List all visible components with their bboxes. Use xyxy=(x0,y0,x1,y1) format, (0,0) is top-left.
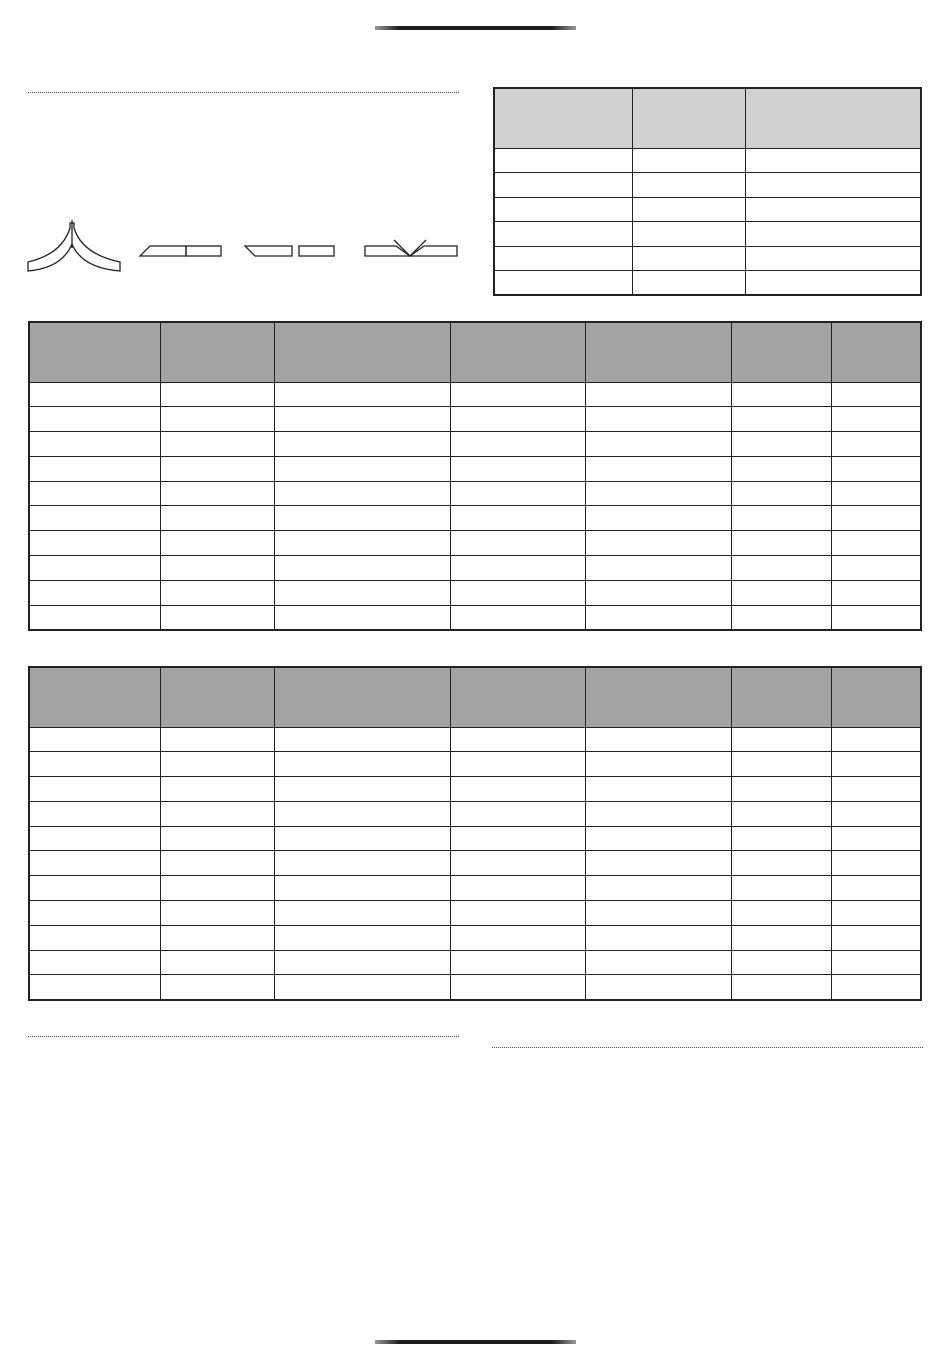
table-row xyxy=(494,148,921,173)
table-cell xyxy=(731,407,831,432)
table-cell xyxy=(29,580,160,605)
table-cell xyxy=(274,975,450,1000)
table-cell xyxy=(494,197,632,222)
table-cell xyxy=(731,727,831,752)
table-cell xyxy=(831,556,921,581)
table-cell xyxy=(274,481,450,506)
table-cell xyxy=(274,826,450,851)
table-cell xyxy=(274,950,450,975)
table-cell xyxy=(274,407,450,432)
table-cell xyxy=(450,801,585,826)
table-cell xyxy=(160,876,274,901)
table-cell xyxy=(831,876,921,901)
column-header xyxy=(585,322,731,382)
table-row xyxy=(29,851,921,876)
section-divider-bottom-right xyxy=(492,1047,923,1048)
table-cell xyxy=(585,407,731,432)
table-row xyxy=(29,901,921,926)
table-cell xyxy=(831,975,921,1000)
table-cell xyxy=(745,173,921,198)
table-cell xyxy=(831,777,921,802)
table-cell xyxy=(585,531,731,556)
table-cell xyxy=(29,950,160,975)
table-cell xyxy=(831,727,921,752)
table-cell xyxy=(29,801,160,826)
table-row xyxy=(29,481,921,506)
table-cell xyxy=(632,271,745,296)
table-cell xyxy=(450,975,585,1000)
table-cell xyxy=(731,851,831,876)
table-cell xyxy=(585,925,731,950)
table-cell xyxy=(274,556,450,581)
table-cell xyxy=(160,382,274,407)
table-row xyxy=(29,727,921,752)
table-cell xyxy=(29,925,160,950)
table-cell xyxy=(274,605,450,630)
table-cell xyxy=(450,752,585,777)
section-divider-bottom-left xyxy=(28,1036,459,1037)
table-cell xyxy=(831,826,921,851)
table-cell xyxy=(731,777,831,802)
reference-table xyxy=(493,87,922,296)
table-cell xyxy=(831,851,921,876)
table-cell xyxy=(450,456,585,481)
table-cell xyxy=(450,556,585,581)
table-cell xyxy=(731,556,831,581)
parameters-table-two xyxy=(28,666,922,1001)
table-cell xyxy=(585,801,731,826)
column-header xyxy=(29,667,160,727)
table-cell xyxy=(450,531,585,556)
table-cell xyxy=(274,580,450,605)
table-cell xyxy=(831,605,921,630)
table-cell xyxy=(585,727,731,752)
table-cell xyxy=(274,851,450,876)
weld-joint-diagrams xyxy=(26,218,466,278)
table-cell xyxy=(274,506,450,531)
table-cell xyxy=(29,727,160,752)
table-cell xyxy=(160,901,274,926)
table-cell xyxy=(831,901,921,926)
table-cell xyxy=(450,382,585,407)
table-cell xyxy=(731,531,831,556)
table-cell xyxy=(29,851,160,876)
column-header xyxy=(274,667,450,727)
table-cell xyxy=(731,481,831,506)
table-cell xyxy=(450,407,585,432)
table-cell xyxy=(29,432,160,457)
table-cell xyxy=(731,876,831,901)
table-cell xyxy=(632,222,745,247)
table-cell xyxy=(160,481,274,506)
table-cell xyxy=(745,271,921,296)
table-row xyxy=(29,975,921,1000)
reference-header-cell xyxy=(494,88,632,148)
table-cell xyxy=(450,876,585,901)
table-cell xyxy=(160,925,274,950)
table-cell xyxy=(632,246,745,271)
reference-header-cell xyxy=(632,88,745,148)
table-cell xyxy=(274,456,450,481)
table-cell xyxy=(831,481,921,506)
table-cell xyxy=(494,271,632,296)
column-header xyxy=(585,667,731,727)
table-row xyxy=(29,752,921,777)
flange-joint-diagram-icon xyxy=(28,220,120,271)
table-row xyxy=(29,950,921,975)
table-cell xyxy=(831,432,921,457)
table-cell xyxy=(632,197,745,222)
table-cell xyxy=(585,432,731,457)
v-groove-joint-diagram-icon xyxy=(365,240,457,256)
table-cell xyxy=(731,975,831,1000)
table-cell xyxy=(585,975,731,1000)
table-row xyxy=(29,876,921,901)
column-header xyxy=(731,322,831,382)
table-cell xyxy=(274,727,450,752)
table-cell xyxy=(450,432,585,457)
table-cell xyxy=(731,456,831,481)
table-cell xyxy=(585,826,731,851)
column-header xyxy=(831,322,921,382)
table-cell xyxy=(160,456,274,481)
table-cell xyxy=(450,950,585,975)
table-row xyxy=(29,826,921,851)
table-cell xyxy=(160,826,274,851)
table-cell xyxy=(831,950,921,975)
table-cell xyxy=(632,148,745,173)
table-cell xyxy=(494,148,632,173)
table-cell xyxy=(450,727,585,752)
table-cell xyxy=(450,901,585,926)
table-row xyxy=(29,925,921,950)
table-cell xyxy=(29,901,160,926)
table-cell xyxy=(274,382,450,407)
table-cell xyxy=(160,727,274,752)
table-cell xyxy=(831,407,921,432)
table-cell xyxy=(29,382,160,407)
table-cell xyxy=(585,382,731,407)
table-cell xyxy=(29,456,160,481)
section-divider-top-left xyxy=(28,92,459,93)
table-cell xyxy=(585,851,731,876)
table-cell xyxy=(585,456,731,481)
table-cell xyxy=(450,826,585,851)
table-cell xyxy=(450,605,585,630)
table-cell xyxy=(160,801,274,826)
table-cell xyxy=(160,851,274,876)
table-cell xyxy=(745,246,921,271)
table-cell xyxy=(632,173,745,198)
table-row xyxy=(29,801,921,826)
table-row xyxy=(29,777,921,802)
table-cell xyxy=(450,925,585,950)
table-row xyxy=(29,456,921,481)
table-cell xyxy=(29,752,160,777)
table-cell xyxy=(585,777,731,802)
table-cell xyxy=(29,777,160,802)
table-cell xyxy=(585,580,731,605)
table-cell xyxy=(585,876,731,901)
table-cell xyxy=(745,222,921,247)
table-cell xyxy=(274,876,450,901)
table-cell xyxy=(731,506,831,531)
table-cell xyxy=(831,506,921,531)
table-cell xyxy=(160,777,274,802)
table-cell xyxy=(585,752,731,777)
table-row xyxy=(29,506,921,531)
table-cell xyxy=(450,506,585,531)
table-row xyxy=(29,605,921,630)
table-row xyxy=(494,271,921,296)
table-cell xyxy=(731,925,831,950)
header-rule xyxy=(375,26,576,30)
table-cell xyxy=(450,481,585,506)
table-cell xyxy=(585,605,731,630)
table-cell xyxy=(160,580,274,605)
table-cell xyxy=(160,950,274,975)
table-cell xyxy=(160,752,274,777)
table-cell xyxy=(274,531,450,556)
column-header xyxy=(731,667,831,727)
table-row xyxy=(494,173,921,198)
table-cell xyxy=(831,752,921,777)
table-cell xyxy=(274,925,450,950)
table-cell xyxy=(585,950,731,975)
table-cell xyxy=(274,777,450,802)
single-bevel-joint-diagram-icon xyxy=(245,246,334,256)
table-cell xyxy=(450,851,585,876)
table-cell xyxy=(29,556,160,581)
table-cell xyxy=(29,876,160,901)
column-header xyxy=(450,322,585,382)
table-cell xyxy=(831,580,921,605)
square-butt-joint-diagram-icon xyxy=(140,246,221,256)
table-cell xyxy=(831,801,921,826)
table-row xyxy=(494,246,921,271)
table-row xyxy=(494,222,921,247)
table-cell xyxy=(494,246,632,271)
table-cell xyxy=(29,506,160,531)
table-cell xyxy=(450,580,585,605)
table-cell xyxy=(274,901,450,926)
column-header xyxy=(160,667,274,727)
table-row xyxy=(29,531,921,556)
table-cell xyxy=(731,752,831,777)
table-cell xyxy=(731,801,831,826)
table-row xyxy=(29,432,921,457)
table-cell xyxy=(274,752,450,777)
table-cell xyxy=(731,432,831,457)
table-cell xyxy=(29,605,160,630)
column-header xyxy=(450,667,585,727)
table-cell xyxy=(831,925,921,950)
table-cell xyxy=(160,506,274,531)
table-cell xyxy=(450,777,585,802)
table-cell xyxy=(29,407,160,432)
table-cell xyxy=(731,901,831,926)
table-cell xyxy=(731,950,831,975)
table-cell xyxy=(274,801,450,826)
table-cell xyxy=(494,222,632,247)
column-header xyxy=(274,322,450,382)
table-cell xyxy=(29,975,160,1000)
table-cell xyxy=(731,826,831,851)
table-row xyxy=(29,556,921,581)
column-header xyxy=(160,322,274,382)
table-cell xyxy=(731,580,831,605)
table-cell xyxy=(585,506,731,531)
reference-header-cell xyxy=(745,88,921,148)
table-cell xyxy=(29,826,160,851)
table-cell xyxy=(831,456,921,481)
table-cell xyxy=(160,407,274,432)
table-cell xyxy=(274,432,450,457)
table-cell xyxy=(160,605,274,630)
table-cell xyxy=(585,901,731,926)
table-cell xyxy=(585,481,731,506)
table-cell xyxy=(731,382,831,407)
parameters-table-one xyxy=(28,321,922,631)
table-cell xyxy=(29,481,160,506)
table-cell xyxy=(29,531,160,556)
table-cell xyxy=(731,605,831,630)
table-cell xyxy=(160,432,274,457)
table-cell xyxy=(745,197,921,222)
column-header xyxy=(831,667,921,727)
table-cell xyxy=(831,531,921,556)
table-row xyxy=(29,580,921,605)
table-row xyxy=(29,407,921,432)
column-header xyxy=(29,322,160,382)
table-row xyxy=(494,197,921,222)
table-cell xyxy=(160,531,274,556)
table-cell xyxy=(160,975,274,1000)
table-cell xyxy=(831,382,921,407)
table-cell xyxy=(585,556,731,581)
table-row xyxy=(29,382,921,407)
table-cell xyxy=(745,148,921,173)
table-cell xyxy=(160,556,274,581)
footer-rule xyxy=(375,1340,576,1344)
table-cell xyxy=(494,173,632,198)
